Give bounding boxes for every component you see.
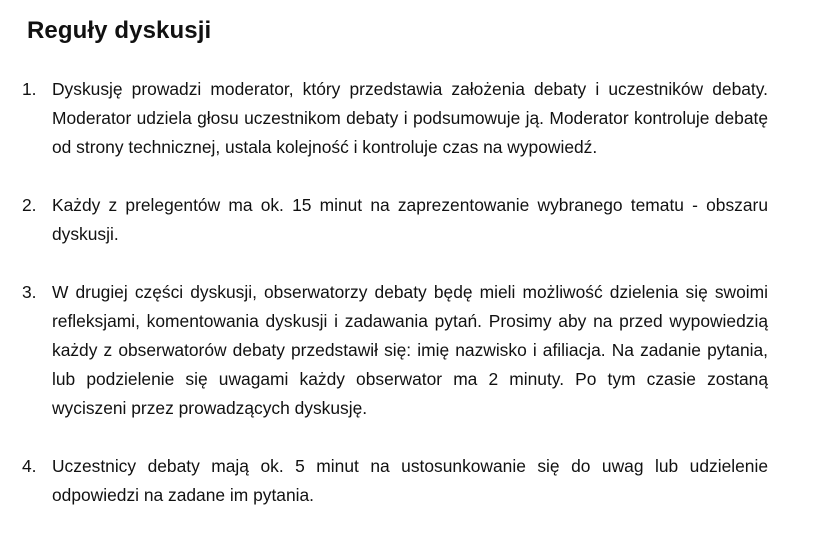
rule-item bbox=[18, 75, 768, 162]
rule-number: 3. bbox=[22, 282, 37, 302]
rule-item bbox=[18, 191, 768, 249]
rule-number: 4. bbox=[22, 456, 37, 476]
rule-text: Dyskusję prowadzi moderator, który przedstawia założenia debaty i uczestników debaty. Moderator udziela głosu uczestnikom debaty i podsumowuje ją. Moderator kontroluje debatę od strony technicznej, ustala kolejność i kontroluje czas na wypowiedź. bbox=[52, 79, 768, 157]
rule-text: W drugiej części dyskusji, obserwatorzy debaty będę mieli możliwość dzielenia się swoimi refleksjami, komentowania dyskusji i zadawania pytań. Prosimy aby na przed wypowiedzią każdy z obserwatorów debaty przedstawił się: imię nazwisko i afiliacja. Na zadanie pytania, lub podzielenie się uwagami każdy obserwator ma 2 minuty. Po tym czasie zostaną wyciszeni przez prowadzących dyskusję. bbox=[52, 282, 768, 418]
rule-text: Uczestnicy debaty mają ok. 5 minut na ustosunkowanie się do uwag lub udzielenie odpowiedzi na zadane im pytania. bbox=[52, 456, 768, 505]
rule-number: 1. bbox=[22, 79, 37, 99]
rules-list bbox=[18, 75, 768, 539]
document-title: Reguły dyskusji bbox=[27, 17, 212, 44]
rule-item bbox=[18, 452, 768, 510]
rule-number: 2. bbox=[22, 195, 37, 215]
rule-text: Każdy z prelegentów ma ok. 15 minut na zaprezentowanie wybranego tematu - obszaru dyskusji. bbox=[52, 195, 768, 244]
rule-item bbox=[18, 278, 768, 423]
